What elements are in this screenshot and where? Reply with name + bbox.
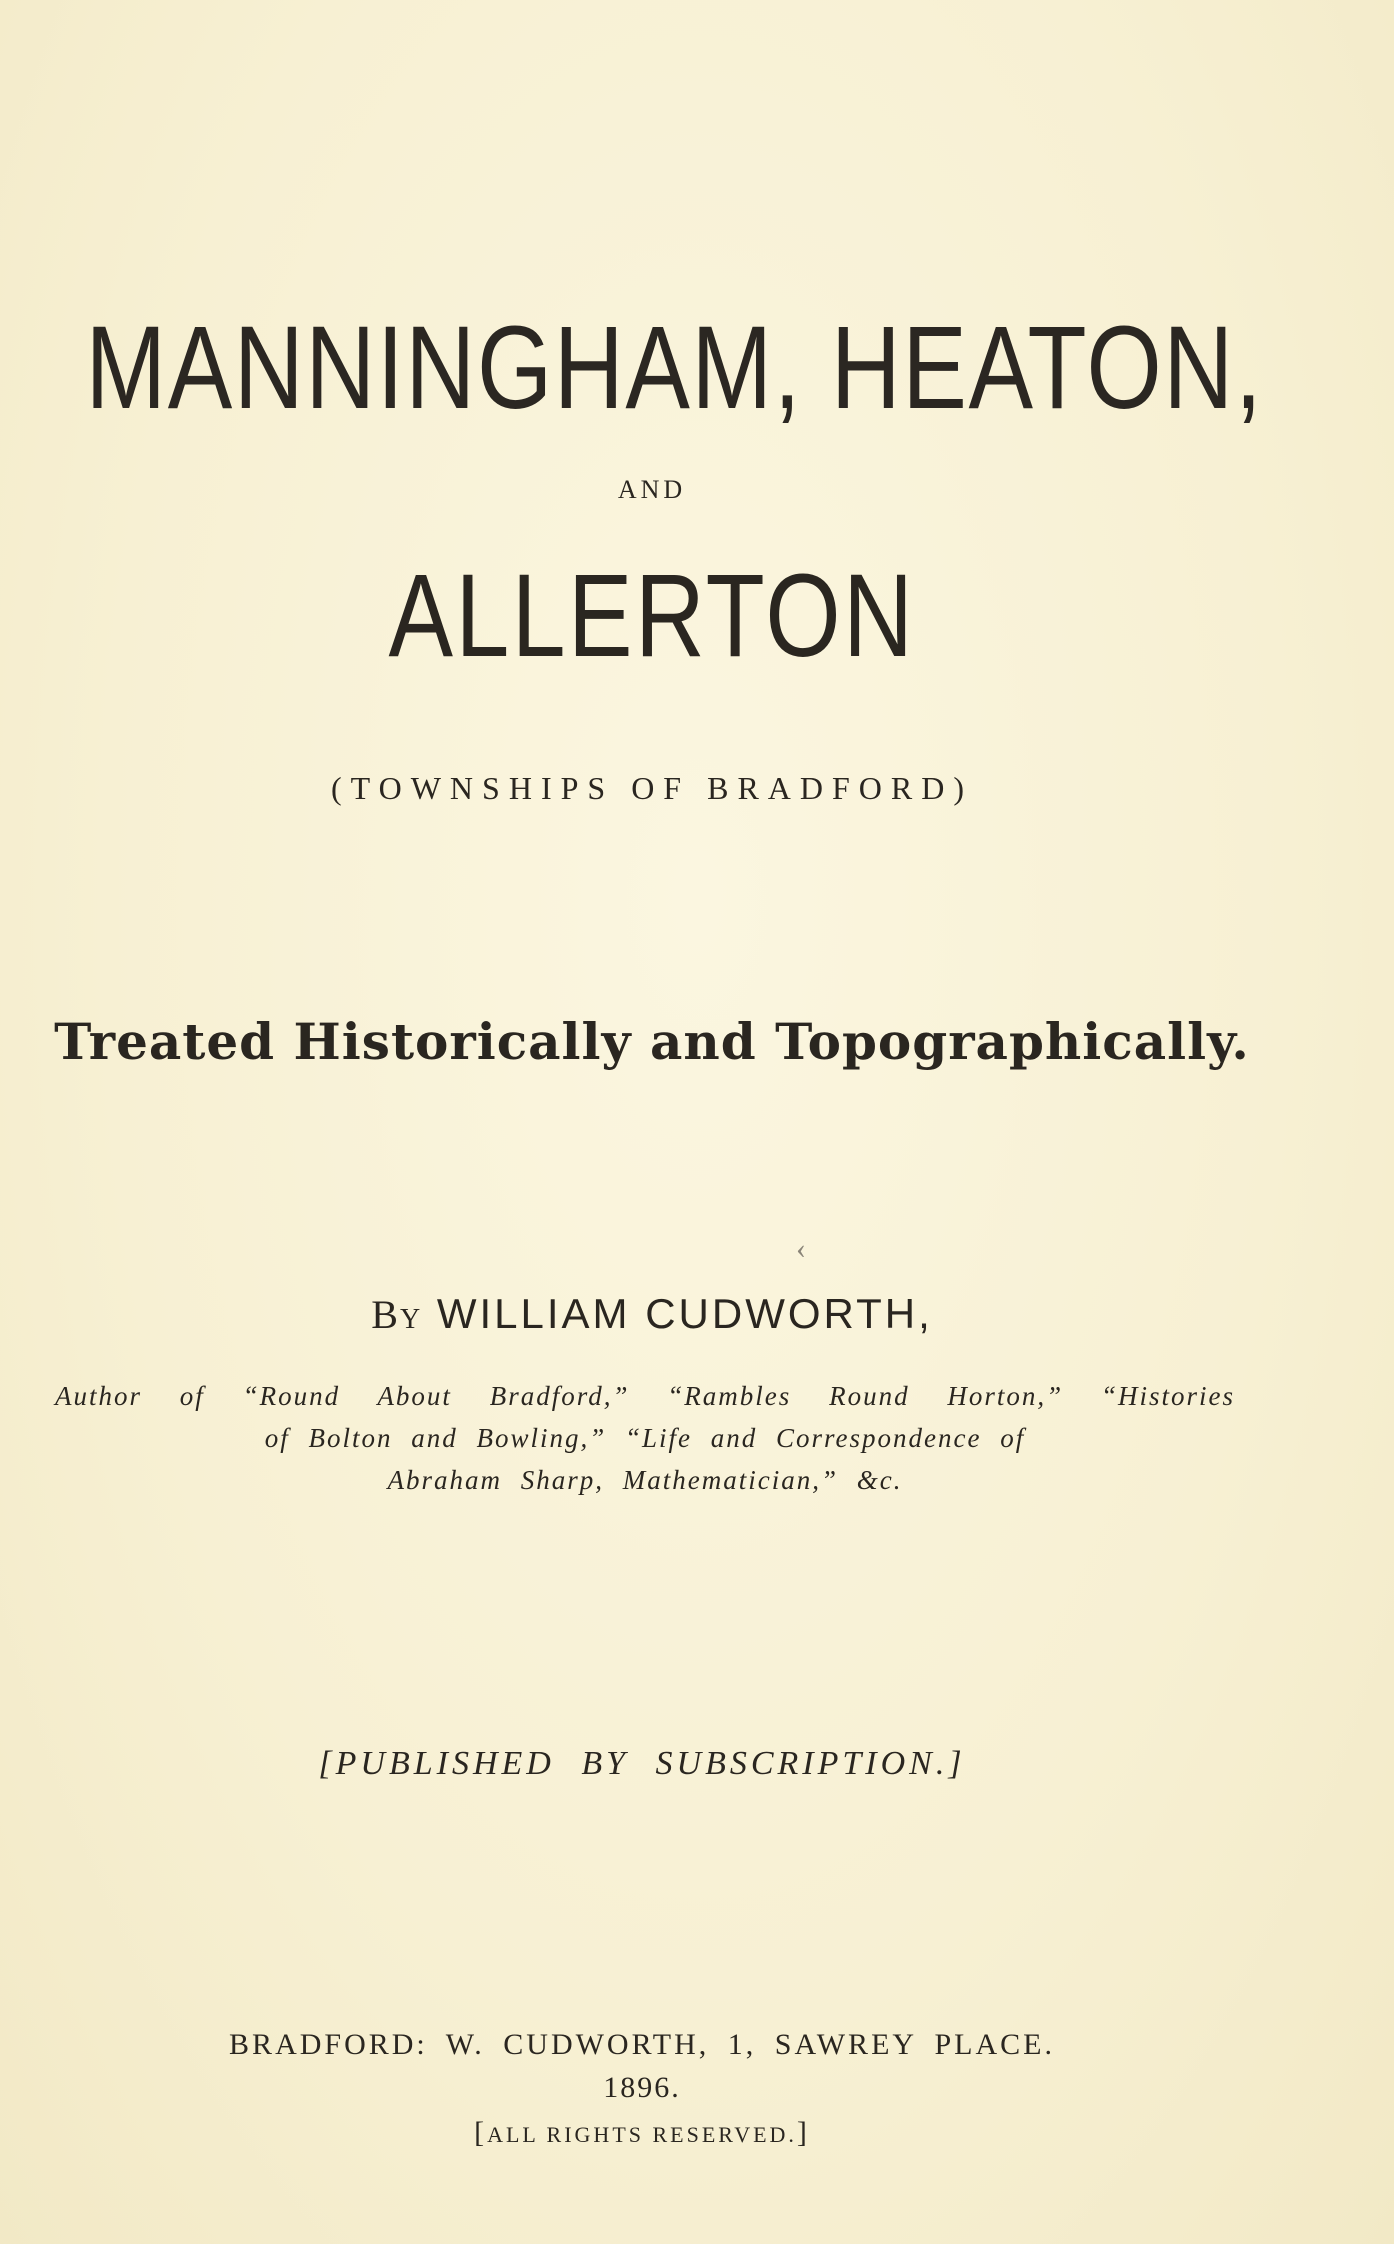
title-line-1: MANNINGHAM, HEATON, <box>85 302 1264 434</box>
rights-text: ALL RIGHTS RESERVED. <box>487 2122 797 2147</box>
credits-line-3: Abraham Sharp, Mathematician,” &c. <box>387 1465 903 1495</box>
subtitle: (TOWNSHIPS OF BRADFORD) <box>330 770 974 806</box>
treated-line: Treated Historically and Topographically. <box>54 1012 1250 1071</box>
rights-open-bracket: [ <box>474 2116 488 2149</box>
byline-by-capital: B <box>371 1292 400 1337</box>
author-name: WILLIAM CUDWORTH, <box>436 1290 933 1337</box>
credits-line-2: of Bolton and Bowling,” “Life and Correspondence of <box>264 1423 1026 1453</box>
publication-year: 1896. <box>603 2071 681 2104</box>
author-credits <box>55 1375 1235 1501</box>
stray-mark: ‹ <box>796 1232 806 1265</box>
title-conjunction: AND <box>617 475 687 504</box>
credits-line-1: Author of “Round About Bradford,” “Rambles Round Horton,” “Histories <box>55 1381 1235 1411</box>
rights-notice <box>0 2116 1339 2150</box>
subscription-note: [PUBLISHED BY SUBSCRIPTION.] <box>318 1745 966 1782</box>
title-line-2: ALLERTON <box>388 550 916 682</box>
imprint: BRADFORD: W. CUDWORTH, 1, SAWREY PLACE. <box>229 2028 1055 2061</box>
byline-by-rest: Y <box>399 1304 423 1335</box>
byline <box>0 1290 1349 1338</box>
rights-close-bracket: ] <box>796 2116 810 2149</box>
